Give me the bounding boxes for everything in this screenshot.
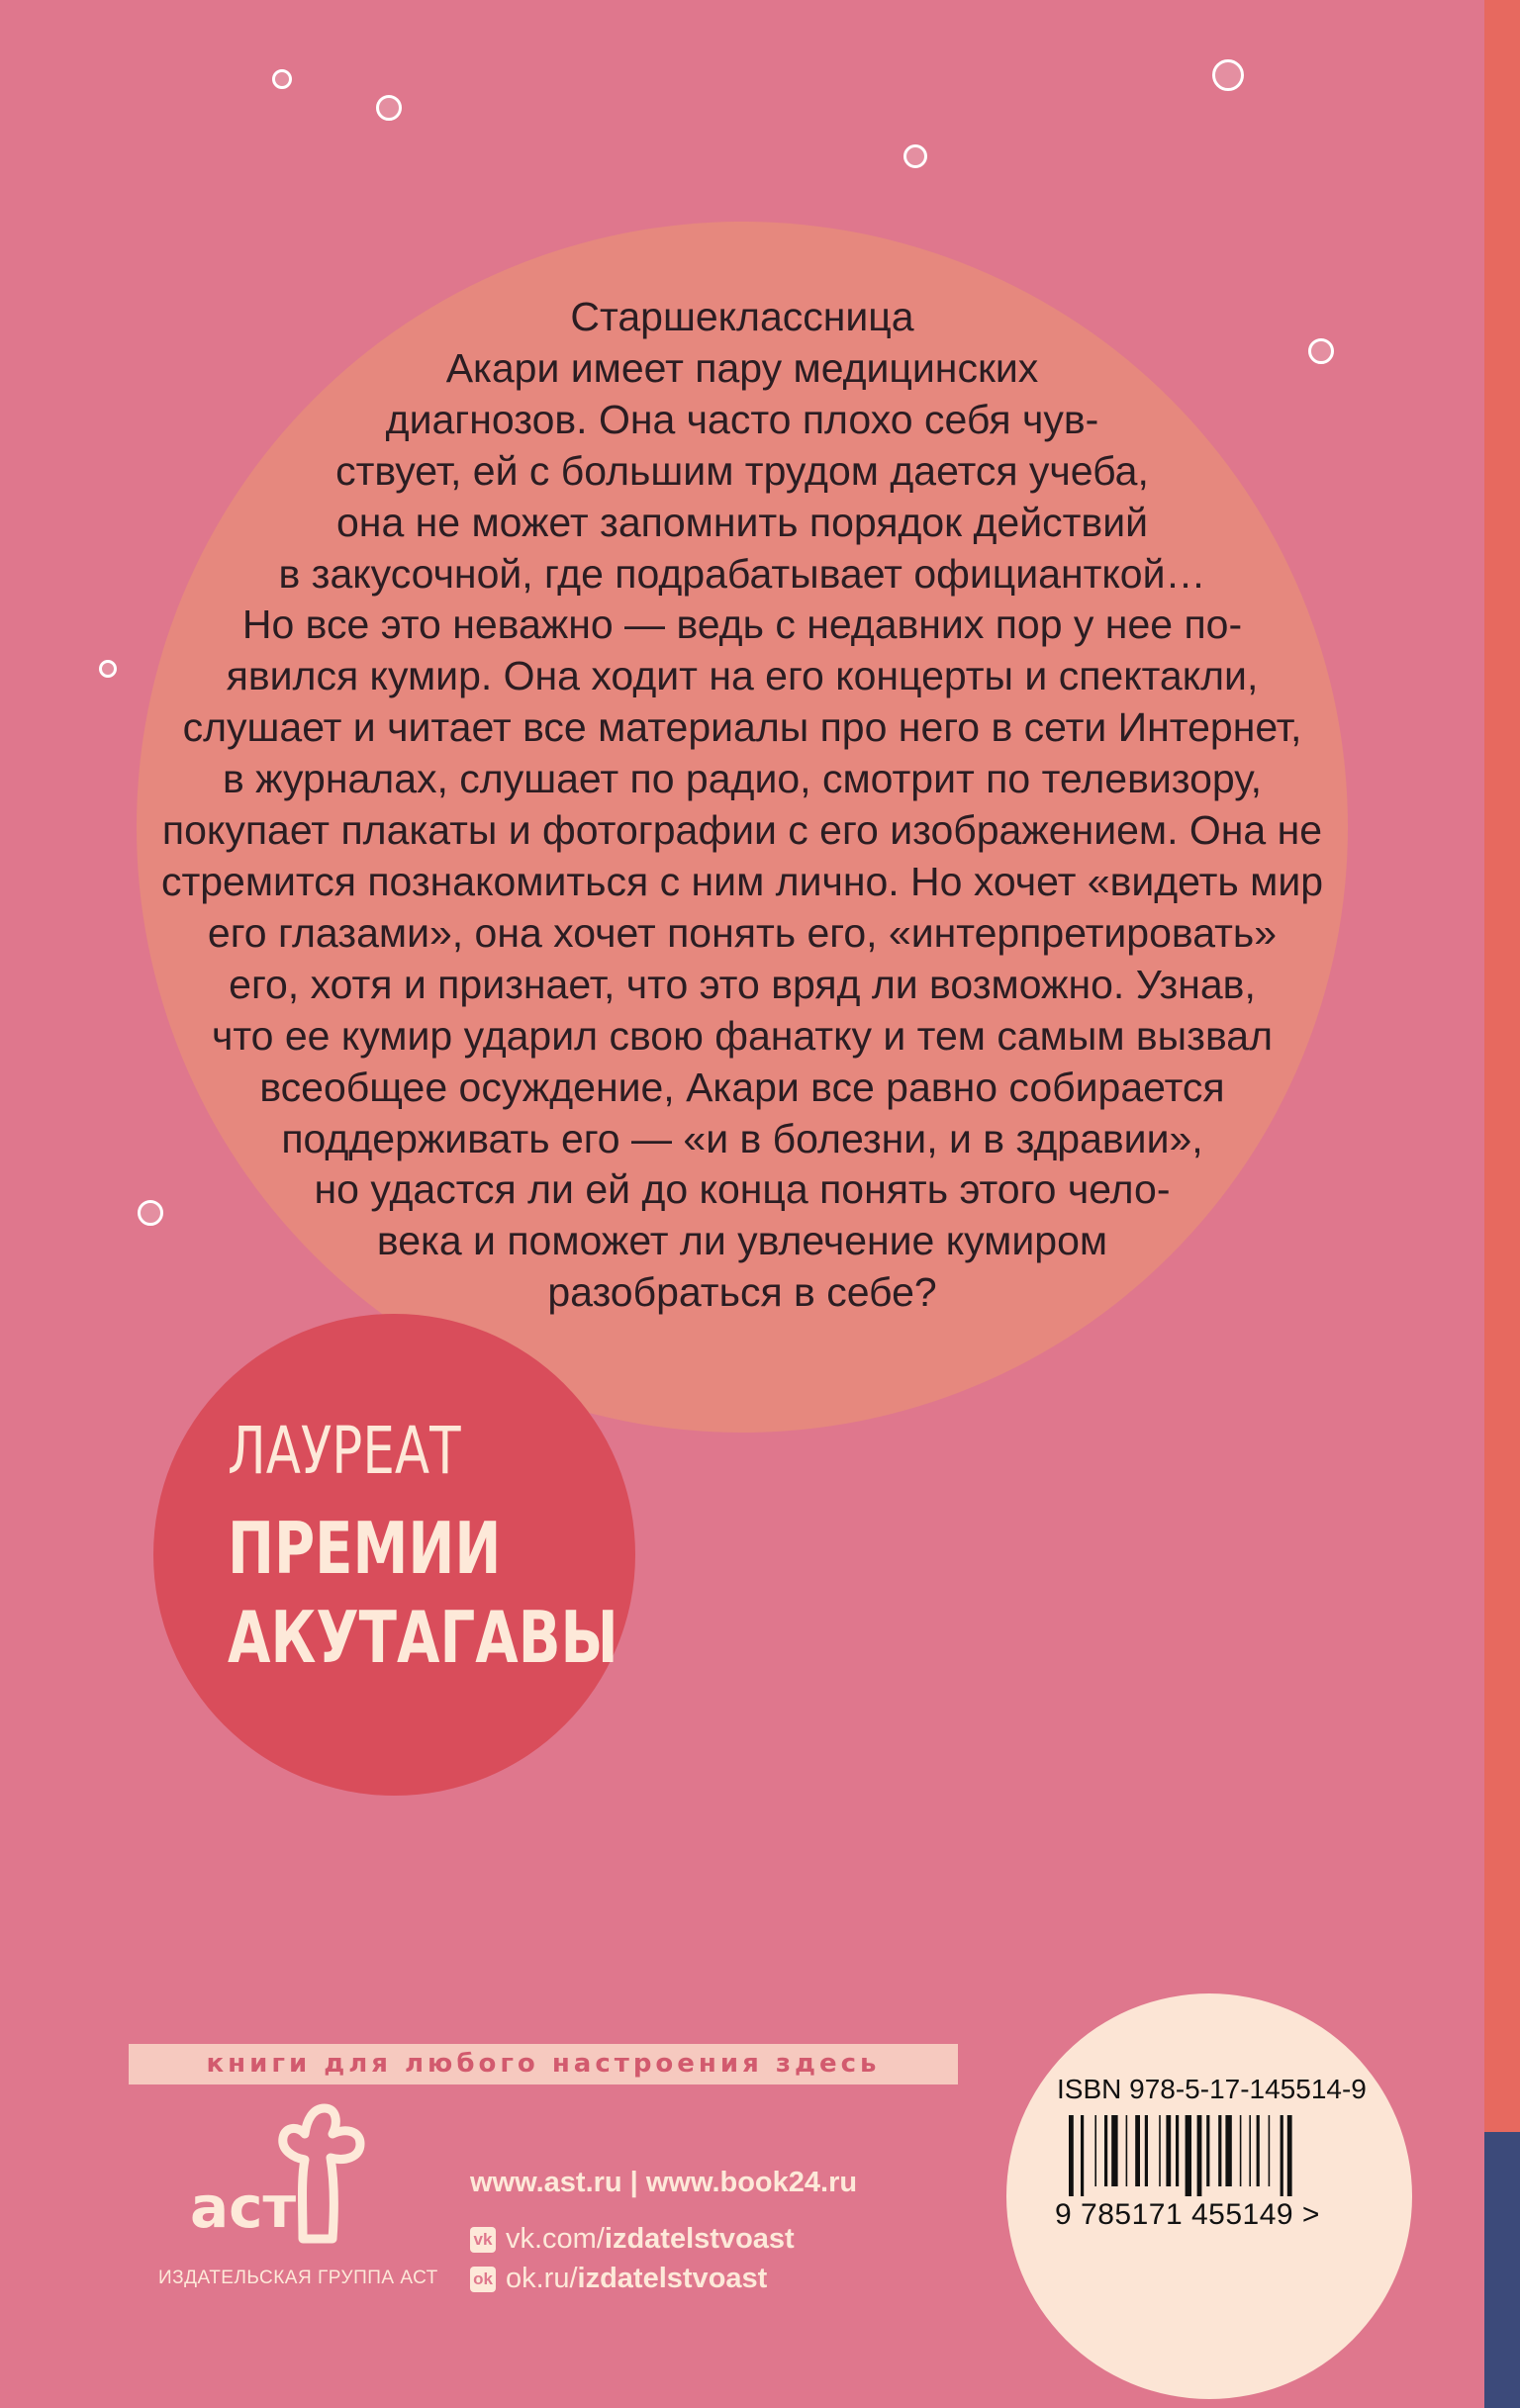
vk-link[interactable] xyxy=(470,2223,795,2256)
barcode-bar xyxy=(1197,2115,1202,2196)
barcode-bar xyxy=(1094,2115,1096,2186)
ok-link[interactable] xyxy=(470,2263,767,2295)
bubble-icon xyxy=(272,69,292,89)
bubble-icon xyxy=(376,95,402,121)
bubble-icon xyxy=(903,144,927,168)
publisher-name: ИЗДАТЕЛЬСКАЯ ГРУППА АСТ xyxy=(158,2268,438,2288)
barcode-bar xyxy=(1159,2115,1161,2186)
bubble-icon xyxy=(99,660,117,678)
barcode-bar xyxy=(1126,2115,1128,2186)
ok-icon: ok xyxy=(470,2267,496,2292)
barcode-bar xyxy=(1104,2115,1107,2186)
barcode-bar xyxy=(1240,2115,1242,2186)
publisher-sites-link[interactable]: www.ast.ru | www.book24.ru xyxy=(470,2167,858,2198)
vk-handle: izdatelstvoast xyxy=(604,2223,795,2255)
barcode-bar xyxy=(1135,2115,1140,2186)
ok-prefix: ok.ru/ xyxy=(506,2263,578,2294)
ok-handle: izdatelstvoast xyxy=(577,2263,768,2294)
award-line-1: ЛАУРЕАТ xyxy=(228,1413,461,1489)
spine-navy-strip xyxy=(1484,2132,1520,2408)
vk-prefix: vk.com/ xyxy=(506,2223,605,2255)
barcode-bar xyxy=(1281,2115,1283,2196)
slogan-text: книги для любого настроения здесь xyxy=(206,2049,881,2079)
barcode-bar xyxy=(1166,2115,1171,2186)
barcode-bar xyxy=(1206,2115,1209,2186)
barcode-bar xyxy=(1218,2115,1221,2186)
barcode-bar xyxy=(1069,2115,1074,2196)
isbn-label: ISBN 978-5-17-145514-9 xyxy=(1057,2074,1367,2104)
award-line-3: АКУТАГАВЫ xyxy=(228,1596,618,1679)
vk-icon: vk xyxy=(470,2227,496,2253)
ast-logo-text: аст xyxy=(190,2174,297,2241)
spine-orange-strip xyxy=(1484,0,1520,2132)
barcode-bar xyxy=(1081,2115,1084,2196)
barcode-bar xyxy=(1111,2115,1117,2186)
award-line-2: ПРЕМИИ xyxy=(228,1507,502,1590)
bubble-icon xyxy=(1212,59,1244,91)
barcode-bar xyxy=(1176,2115,1179,2186)
barcode-bar xyxy=(1257,2115,1260,2186)
ast-logo-icon xyxy=(186,2100,394,2249)
barcode-bar xyxy=(1225,2115,1231,2186)
barcode-bar xyxy=(1269,2115,1271,2186)
barcode-digits: 9 785171 455149 > xyxy=(1055,2198,1320,2231)
barcode-bar xyxy=(1249,2115,1251,2186)
barcode-bar xyxy=(1287,2115,1292,2196)
barcode-bar xyxy=(1186,2115,1191,2196)
barcode-bar xyxy=(1145,2115,1148,2186)
blurb-text: Старшеклассница Акари имеет пару медицинских диагнозов. Она часто плохо себя чув- ствует, ей с большим трудом дается учеба, она не может запомнить порядок действий в закусочной, где подрабатывает официанткой… Но все это неважно — ведь с недавних пор у нее по- явился кумир. Она ходит на его концерты и спектакли, слушает и читает все материалы про него в сети Интернет, в журналах, слушает по радио, смотрит по телевизору, покупает плакаты и фотографии с его изображением. Она не стремится познакомиться с ним лично. Но хочет «видеть мир его глазами», она хочет понять его, «интерпретировать» его, хотя и признает, что это вряд ли возможно. Узнав, что ее кумир ударил свою фанатку и тем самым вызвал всеобщее осуждение, Акари все равно собирается поддерживать его — «и в болезни, и в здравии», но удастся ли ей до конца понять этого чело- века и поможет ли увлечение кумиром разобраться в себе? xyxy=(160,294,1324,1316)
